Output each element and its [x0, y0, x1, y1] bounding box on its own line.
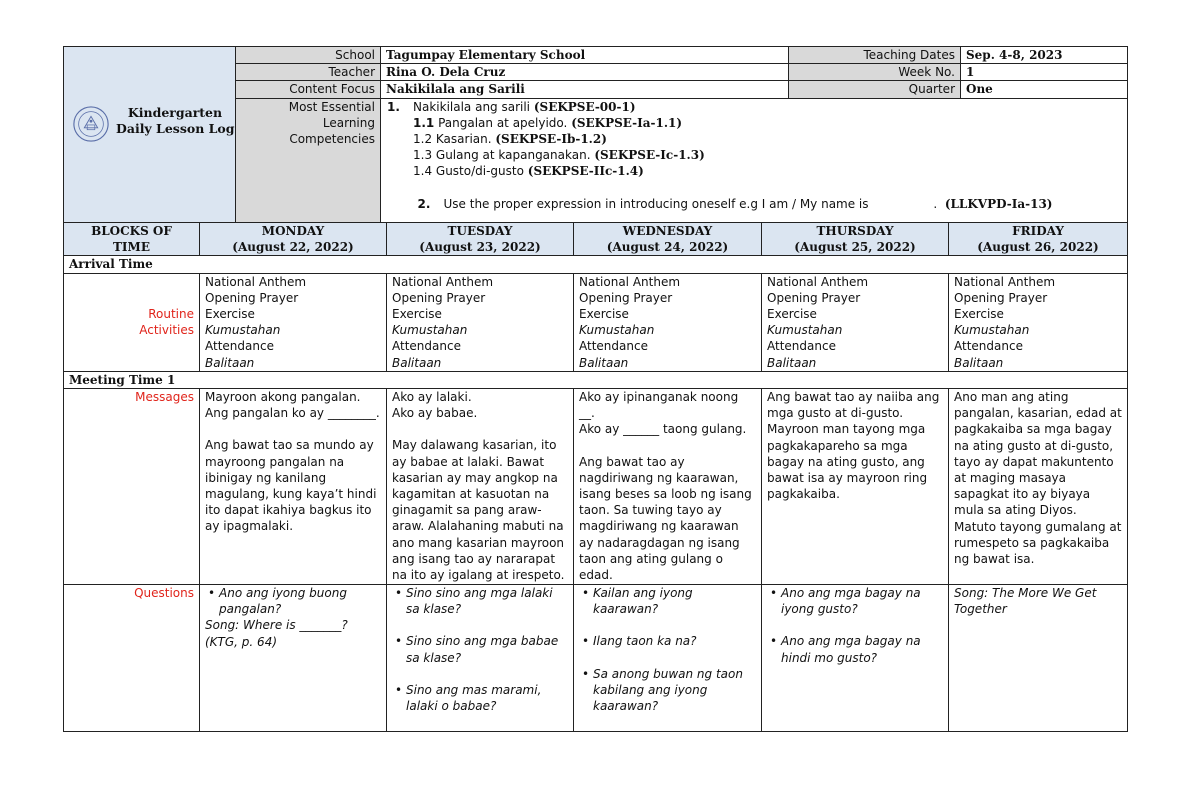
messages-friday: Ano man ang ating pangalan, kasarian, edad at pagkakaiba sa mga bagay na ating gusto at di-gusto, tayo ay dapat makuntento at maging masaya sapagkat ito ay biyaya mula sa ating Diyos. Matuto tayong gumalang at rumespeto sa pagkakaiba ng bawat isa. — [949, 389, 1128, 585]
day-header-row — [64, 223, 1128, 256]
question-item: • Sino sino ang mga lalaki sa klase? — [406, 585, 568, 617]
questions-thursday — [762, 585, 949, 732]
question-item: • Ano ang iyong buong pangalan? — [219, 585, 381, 617]
messages-monday: Mayroon akong pangalan. Ang pangalan ko ay ________. Ang bawat tao sa mundo ay mayroong pangalan na ibinigay ng kanilang magulang, kung kaya’t hindi ito dapat ikahiya bagkus ito ay ipagmalaki. — [200, 389, 387, 585]
mec-label-line-3: Competencies — [289, 132, 375, 147]
question-item: • Ano ang mga bagay na hindi mo gusto? — [781, 633, 943, 665]
routine-label: Routine Activities — [64, 273, 200, 371]
teaching-dates-label: Teaching Dates — [789, 47, 961, 64]
teacher-value: Rina O. Dela Cruz — [381, 64, 789, 81]
messages-row — [64, 389, 1128, 585]
content-focus-label: Content Focus — [236, 81, 381, 98]
questions-monday: • Ano ang iyong buong pangalan? Song: Where is _______? (KTG, p. 64) — [200, 585, 387, 732]
question-item: • Sino sino ang mga babae sa klase? — [406, 633, 568, 665]
mec-label-line-1: Most Essential — [288, 99, 375, 114]
competency-2: 2. Use the proper expression in introducing oneself e.g I am / My name is . (LLKVPD-Ia-13) — [417, 196, 1053, 211]
routine-monday: National Anthem Opening Prayer Exercise Kumustahan Attendance Balitaan — [200, 273, 387, 371]
routine-friday: National Anthem Opening Prayer Exercise Kumustahan Attendance Balitaan — [949, 273, 1128, 371]
quarter-label: Quarter — [789, 81, 961, 98]
day-header-monday: MONDAY (August 22, 2022) — [200, 223, 387, 256]
competency-1: 1. Nakikilala ang sarili (SEKPSE-00-1) — [387, 99, 636, 114]
routine-row — [64, 273, 1128, 371]
kindergarten-title — [116, 105, 234, 137]
questions-tuesday — [387, 585, 574, 732]
week-label: Week No. — [789, 64, 961, 81]
teaching-dates-value: Sep. 4-8, 2023 — [961, 47, 1128, 64]
title-line-1: Kindergarten — [127, 105, 223, 120]
questions-label: Questions — [64, 585, 200, 732]
header-table — [63, 46, 1128, 229]
question-item: • Ilang taon ka na? — [593, 633, 756, 649]
competency-1-2: 1.2 Kasarian. (SEKPSE-Ib-1.2) — [413, 132, 607, 147]
mec-label — [236, 98, 381, 229]
competency-1-1: 1.1 Pangalan at apelyido. (SEKPSE-Ia-1.1) — [413, 115, 683, 130]
messages-label: Messages — [64, 389, 200, 585]
competencies-cell — [381, 98, 1128, 229]
question-item: • Ano ang mga bagay na iyong gusto? — [781, 585, 943, 617]
week-value: 1 — [961, 64, 1128, 81]
quarter-value: One — [961, 81, 1128, 98]
routine-thursday: National Anthem Opening Prayer Exercise Kumustahan Attendance Balitaan — [762, 273, 949, 371]
question-item: • Sa anong buwan ng taon kabilang ang iyong kaarawan? — [593, 666, 756, 715]
routine-tuesday: National Anthem Opening Prayer Exercise Kumustahan Attendance Balitaan — [387, 273, 574, 371]
school-label: School — [236, 47, 381, 64]
mec-label-line-2: Learning — [322, 115, 375, 130]
day-header-tuesday: TUESDAY (August 23, 2022) — [387, 223, 574, 256]
day-header-friday: FRIDAY (August 26, 2022) — [949, 223, 1128, 256]
competency-1-4: 1.4 Gusto/di-gusto (SEKPSE-IIc-1.4) — [413, 164, 644, 179]
question-item: • Sino ang mas marami, lalaki o babae? — [406, 682, 568, 714]
section-arrival-time: Arrival Time — [64, 256, 1128, 273]
questions-wednesday — [574, 585, 762, 732]
section-meeting-time-1: Meeting Time 1 — [64, 371, 1128, 388]
competency-1-3: 1.3 Gulang at kapanganakan. (SEKPSE-Ic-1.3) — [413, 148, 705, 163]
school-value: Tagumpay Elementary School — [381, 47, 789, 64]
content-focus-value: Nakikilala ang Sarili — [381, 81, 789, 98]
questions-row — [64, 585, 1128, 732]
lesson-log-table — [63, 222, 1128, 732]
day-header-wednesday: WEDNESDAY (August 24, 2022) — [574, 223, 762, 256]
blocks-of-time-header: BLOCKS OF TIME — [64, 223, 200, 256]
teacher-label: Teacher — [236, 64, 381, 81]
routine-wednesday: National Anthem Opening Prayer Exercise Kumustahan Attendance Balitaan — [574, 273, 762, 371]
day-header-thursday: THURSDAY (August 25, 2022) — [762, 223, 949, 256]
question-item: • Kailan ang iyong kaarawan? — [593, 585, 756, 617]
messages-wednesday: Ako ay ipinanganak noong __. Ako ay ______ taong gulang. Ang bawat tao ay nagdiriwang ng kaarawan, isang beses sa loob ng isang taon. Sa tuwing tayo ay magdiriwang ng kaarawan ay nadaragdagan ng isang taon ang ating gulang o edad. — [574, 389, 762, 585]
messages-thursday: Ang bawat tao ay naiiba ang mga gusto at di-gusto. Mayroon man tayong mga pagkakapareho sa mga bagay na ating gusto, ang bawat isa ay mayroon ring pagkakaiba. — [762, 389, 949, 585]
deped-seal-icon — [72, 105, 110, 143]
questions-friday: Song: The More We Get Together — [949, 585, 1128, 732]
title-line-2: Daily Lesson Log — [116, 121, 235, 136]
messages-tuesday: Ako ay lalaki. Ako ay babae. May dalawang kasarian, ito ay babae at lalaki. Bawat kasarian ay may angkop na kagamitan at kasuotan na ginagamit sa pang araw-araw. Alalahaning mabuti na ano mang kasarian mayroon ang isang tao ay nararapat na ito ay igalang at irespeto. — [387, 389, 574, 585]
kindergarten-title-cell — [64, 47, 236, 229]
